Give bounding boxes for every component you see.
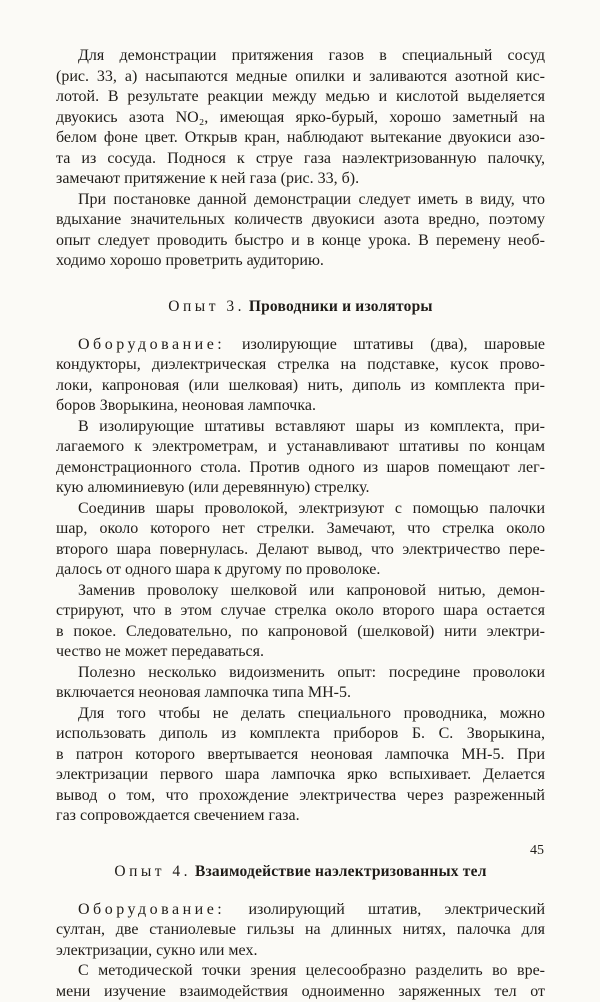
equipment-label: Оборудование:	[78, 336, 225, 353]
text-line: белом фоне цвет. Открыв кран, наблюдают вытекание двуокиси азо-	[56, 128, 545, 149]
experiment-4-heading	[56, 860, 545, 884]
experiment-title: Взаимодействие наэлектризованных тел	[195, 863, 487, 880]
text-line: в патрон которого ввертывается неоновая лампочка МН-5. При	[56, 745, 545, 766]
text-line: Полезно несколько видоизменить опыт: посредине проволоки	[56, 663, 545, 684]
page-body	[56, 46, 545, 1002]
text-line: стрируют, что в этом случае стрелка около второго шара остается	[56, 601, 545, 622]
page-number: 45	[530, 843, 544, 859]
experiment-3-heading	[56, 295, 545, 319]
text-line: газ сопровождается свечением газа.	[56, 806, 545, 827]
text-line: С методической точки зрения целесообразно разделить во вре-	[56, 961, 545, 982]
text-line: (рис. 33, а) насыпаются медные опилки и заливаются азотной кис-	[56, 67, 545, 88]
text-line: Для того чтобы не делать специального проводника, можно	[56, 704, 545, 725]
text-line: мени изучение взаимодействия одноименно заряженных тел от	[56, 982, 545, 1002]
text-line: вывод о том, что прохождение электричества через разреженный	[56, 786, 545, 807]
text-line: султан, две станиолевые гильзы на длинных нитях, палочка для	[56, 920, 545, 941]
experiment-4-body	[56, 900, 545, 1002]
text-line: В изолирующие штативы вставляют шары из комплекта, при-	[56, 417, 545, 438]
text-line: демонстрационного стола. Против одного из шаров помещают лег-	[56, 458, 545, 479]
equipment-line	[56, 335, 545, 356]
text-line: электризации, сукно или мех.	[56, 941, 545, 962]
intro-section	[56, 46, 545, 272]
text-line: лотой. В результате реакции между медью и кислотой выделяется	[56, 87, 545, 108]
text-line: локи, капроновая (или шелковая) нить, диполь из комплекта при-	[56, 376, 545, 397]
text-line: ходимо хорошо проветрить аудиторию.	[56, 251, 545, 272]
text-line: кую алюминиевую (или деревянную) стрелку.	[56, 478, 545, 499]
text-line: При постановке данной демонстрации следует иметь в виду, что	[56, 190, 545, 211]
equipment-text: изолирующий штатив, электрический	[248, 901, 545, 918]
experiment-3-body	[56, 335, 545, 827]
text-line: в покое. Следовательно, по капроновой (шелковой) нити электри-	[56, 622, 545, 643]
experiment-number: Опыт 4.	[114, 863, 191, 880]
text-line: та из сосуда. Поднося к струе газа наэлектризованную палочку,	[56, 149, 545, 170]
text-line: кондукторы, диэлектрическая стрелка на подставке, кусок прово-	[56, 355, 545, 376]
text-line: Заменив проволоку шелковой или капроновой нитью, демон-	[56, 581, 545, 602]
text-line: Для демонстрации притяжения газов в специальный сосуд	[56, 46, 545, 67]
text-line: включается неоновая лампочка типа МН-5.	[56, 683, 545, 704]
equipment-label: Оборудование:	[78, 901, 225, 918]
text-line: использовать диполь из комплекта приборов Б. С. Зворыкина,	[56, 724, 545, 745]
text-line: опыт следует проводить быстро и в конце урока. В перемену необ-	[56, 231, 545, 252]
text-line: вдыхание значительных количеств двуокиси азота вредно, поэтому	[56, 210, 545, 231]
text-line: второго шара повернулась. Делают вывод, что электричество пере-	[56, 540, 545, 561]
experiment-number: Опыт 3.	[168, 298, 245, 315]
experiment-title: Проводники и изоляторы	[249, 298, 433, 315]
text-line: Соединив шары проволокой, электризуют с помощью палочки	[56, 499, 545, 520]
text-line: лагаемого к электрометрам, и устанавливают штативы по концам	[56, 437, 545, 458]
text-line: двуокись азота NO₂, имеющая ярко-бурый, хорошо заметный на	[56, 108, 545, 129]
text-line: далось от одного шара к другому по проволоке.	[56, 560, 545, 581]
equipment-line	[56, 900, 545, 921]
text-line: боров Зворыкина, неоновая лампочка.	[56, 396, 545, 417]
text-line: шар, около которого нет стрелки. Замечают, что стрелка около	[56, 519, 545, 540]
text-line: электризации первого шара лампочка ярко вспыхивает. Делается	[56, 765, 545, 786]
text-line: чество не может передаваться.	[56, 642, 545, 663]
text-line: замечают притяжение к ней газа (рис. 33, б).	[56, 169, 545, 190]
equipment-text: изолирующие штативы (два), шаровые	[242, 336, 545, 353]
